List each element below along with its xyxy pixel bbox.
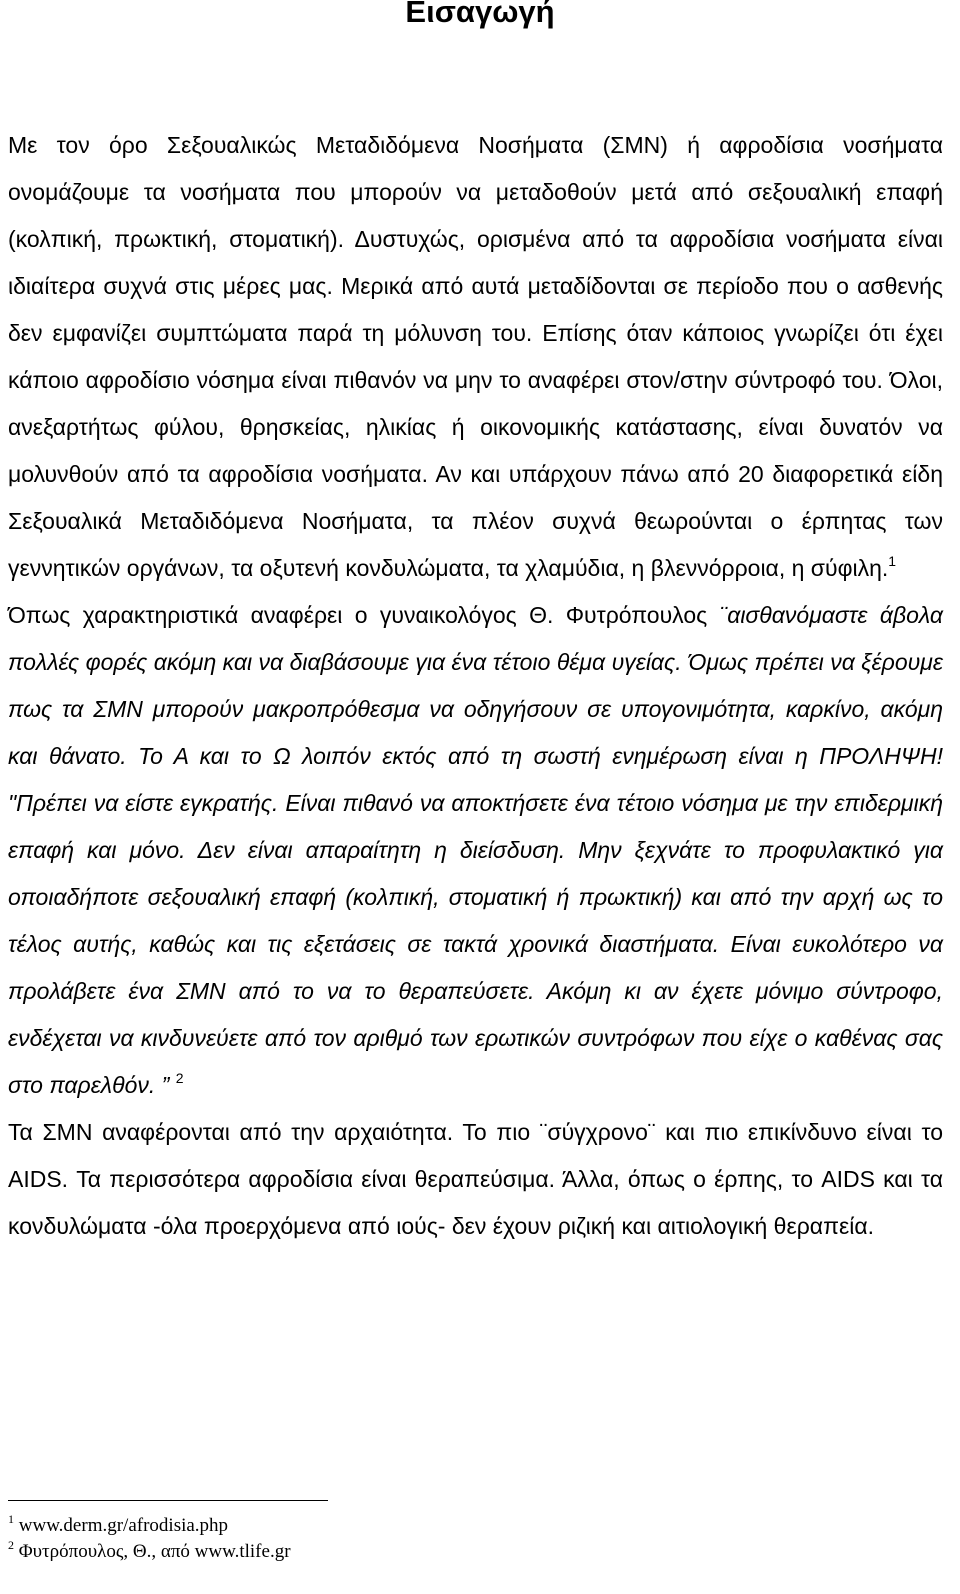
paragraph-intro-text: Με τον όρο Σεξουαλικώς Μεταδιδόμενα Νοσήματα (ΣΜΝ) ή αφροδίσια νοσήματα ονομάζουμε τα νοσήματα που μπορούν να μεταδοθούν μετά από σεξουαλική επαφή (κολπική, πρωκτική, στοματική). Δυστυχώς, ορισμένα από τα αφροδίσια νοσήματα είναι ιδιαίτερα συχνά στις μέρες μας. Μερικά από αυτά μεταδίδονται σε περίοδο που ο ασθενής δεν εμφανίζει συμπτώματα παρά τη μόλυνση του. Επίσης όταν κάποιος γνωρίζει ότι έχει κάποιο αφροδίσιο νόσημα είναι πιθανόν να μην το αναφέρει στον/στην σύντροφό του. Όλοι, ανεξαρτήτως φύλου, θρησκείας, ηλικίας ή οικονομικής κατάστασης, είναι δυνατόν να μολυνθούν από τα αφροδίσια νοσήματα. Αν και υπάρχουν πάνω από 20 διαφορετικά είδη Σεξουαλικά Μεταδιδόμενα Νοσήματα, τα πλέον συχνά θεωρούνται ο έρπητας των γεννητικών οργάνων, τα οξυτενή κονδυλώματα, τα χλαμύδια, η βλεννόρροια, η σύφιλη.	[8, 132, 943, 581]
footnote-2-text: Φυτρόπουλος, Θ., από www.tlife.gr	[18, 1541, 291, 1562]
footnote-1-number: 1	[8, 1512, 14, 1526]
footnotes	[8, 1513, 291, 1565]
quote-text: ¨αισθανόμαστε άβολα πολλές φορές ακόμη και να διαβάσουμε για ένα τέτοιο θέμα υγείας. Όμως πρέπει να ξέρουμε πως τα ΣΜΝ μπορούν μακροπρόθεσμα να οδηγήσουν σε υπογονιμότητα, καρκίνο, ακόμη και θάνατο. Το Α και το Ω λοιπόν εκτός από τη σωστή ενημέρωση είναι η ΠΡΟΛΗΨΗ! "Πρέπει να είστε εγκρατής. Είναι πιθανό να αποκτήσετε ένα τέτοιο νόσημα με την επιδερμική επαφή και μόνο. Δεν είναι απαραίτητη η διείσδυση. Μην ξεχνάτε το προφυλακτικό για οποιαδήποτε σεξουαλική επαφή (κολπική, στοματική ή πρωκτική) και από την αρχή ως το τέλος αυτής, καθώς και τις εξετάσεις σε τακτά χρονικά διαστήματα. Είναι ευκολότερο να προλάβετε ένα ΣΜΝ από το να το θεραπεύσετε. Ακόμη κι αν έχετε μόνιμο σύντροφο, ενδέχεται να κινδυνεύετε από τον αριθμό των ερωτικών συντρόφων που είχε ο καθένας σας στο παρελθόν. ”	[8, 602, 943, 1098]
footnote-separator	[8, 1500, 328, 1501]
footnote-ref-2: 2	[175, 1070, 184, 1086]
footnote-1-text: www.derm.gr/afrodisia.php	[18, 1515, 229, 1536]
footnote-1	[8, 1513, 291, 1539]
paragraph-quote	[8, 592, 943, 1109]
quote-intro-text: Όπως χαρακτηριστικά αναφέρει ο γυναικολόγος Θ. Φυτρόπουλος	[8, 602, 708, 628]
body-text	[8, 122, 943, 1250]
footnote-2	[8, 1539, 291, 1565]
footnote-ref-1: 1	[888, 553, 897, 569]
paragraph-history: Τα ΣΜΝ αναφέρονται από την αρχαιότητα. Το πιο ¨σύγχρονο¨ και πιο επικίνδυνο είναι το AIDS. Τα περισσότερα αφροδίσια είναι θεραπεύσιμα. Άλλα, όπως ο έρπης, το AIDS και τα κονδυλώματα -όλα προερχόμενα από ιούς- δεν έχουν ριζική και αιτιολογική θεραπεία.	[8, 1119, 943, 1239]
footnote-2-number: 2	[8, 1538, 14, 1552]
page-title: Εισαγωγή	[405, 0, 555, 29]
paragraph-intro	[8, 122, 943, 592]
